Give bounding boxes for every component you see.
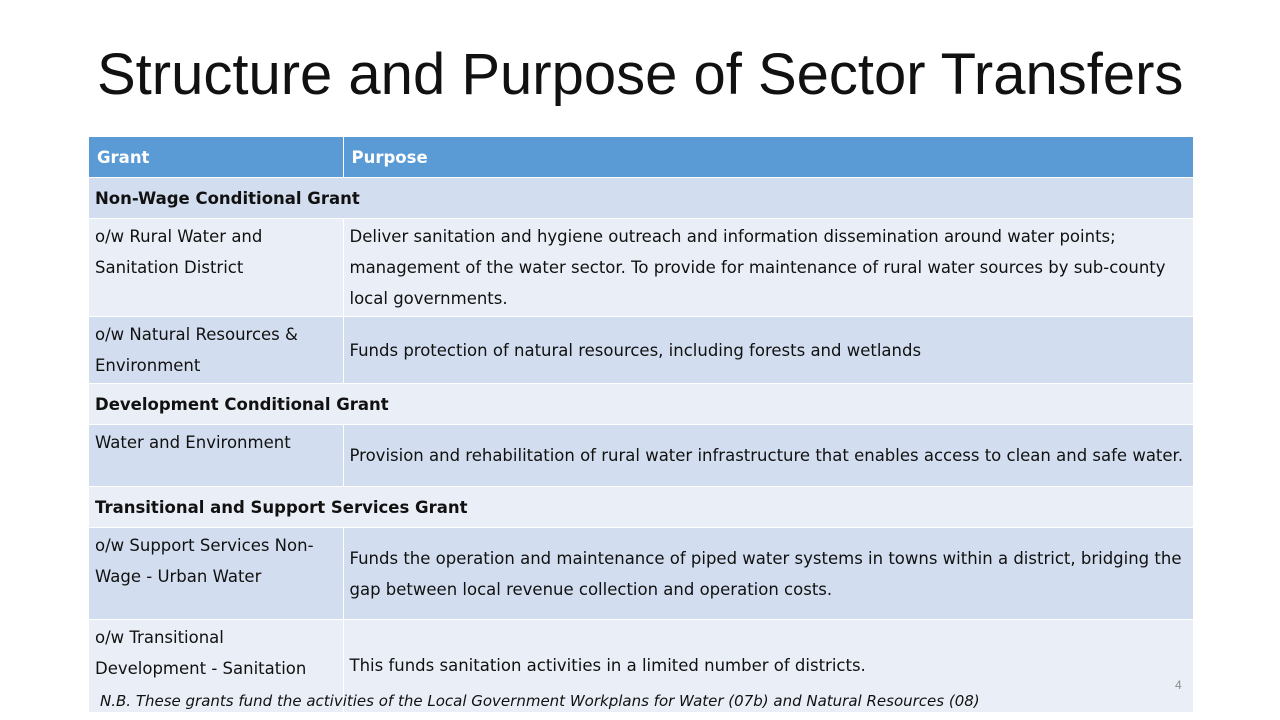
purpose-cell: Deliver sanitation and hygiene outreach and information dissemination around water points; management of the water sector. To provide for maintenance of rural water sources by sub-county local governments. — [343, 219, 1193, 317]
grant-cell: o/w Natural Resources & Environment — [89, 317, 343, 384]
footnote: N.B. These grants fund the activities of the Local Government Workplans for Water (07b) and Natural Resources (08) — [100, 692, 980, 710]
slide-title: Structure and Purpose of Sector Transfers — [97, 42, 1184, 107]
purpose-cell: Funds the operation and maintenance of piped water systems in towns within a district, bridging the gap between local revenue collection and operation costs. — [343, 528, 1193, 620]
section-label: Transitional and Support Services Grant — [89, 487, 1193, 528]
section-label: Non-Wage Conditional Grant — [89, 178, 1193, 219]
section-label: Development Conditional Grant — [89, 384, 1193, 425]
table-row — [89, 425, 1193, 487]
table-header-row — [89, 137, 1193, 178]
section-row-development — [89, 384, 1193, 425]
section-row-non-wage — [89, 178, 1193, 219]
section-row-transitional — [89, 487, 1193, 528]
grant-cell: o/w Transitional Development - Sanitation — [89, 620, 343, 712]
grant-cell: o/w Support Services Non-Wage - Urban Water — [89, 528, 343, 620]
purpose-cell: This funds sanitation activities in a limited number of districts. — [343, 620, 1193, 712]
header-purpose: Purpose — [343, 137, 1193, 178]
table-row — [89, 317, 1193, 384]
table-row — [89, 528, 1193, 620]
grant-cell: o/w Rural Water and Sanitation District — [89, 219, 343, 317]
purpose-cell: Provision and rehabilitation of rural water infrastructure that enables access to clean and safe water. — [343, 425, 1193, 487]
purpose-cell: Funds protection of natural resources, including forests and wetlands — [343, 317, 1193, 384]
grant-table — [89, 137, 1193, 712]
slide-number: 4 — [1175, 678, 1182, 692]
grant-cell: Water and Environment — [89, 425, 343, 487]
table-row — [89, 219, 1193, 317]
header-grant: Grant — [89, 137, 343, 178]
